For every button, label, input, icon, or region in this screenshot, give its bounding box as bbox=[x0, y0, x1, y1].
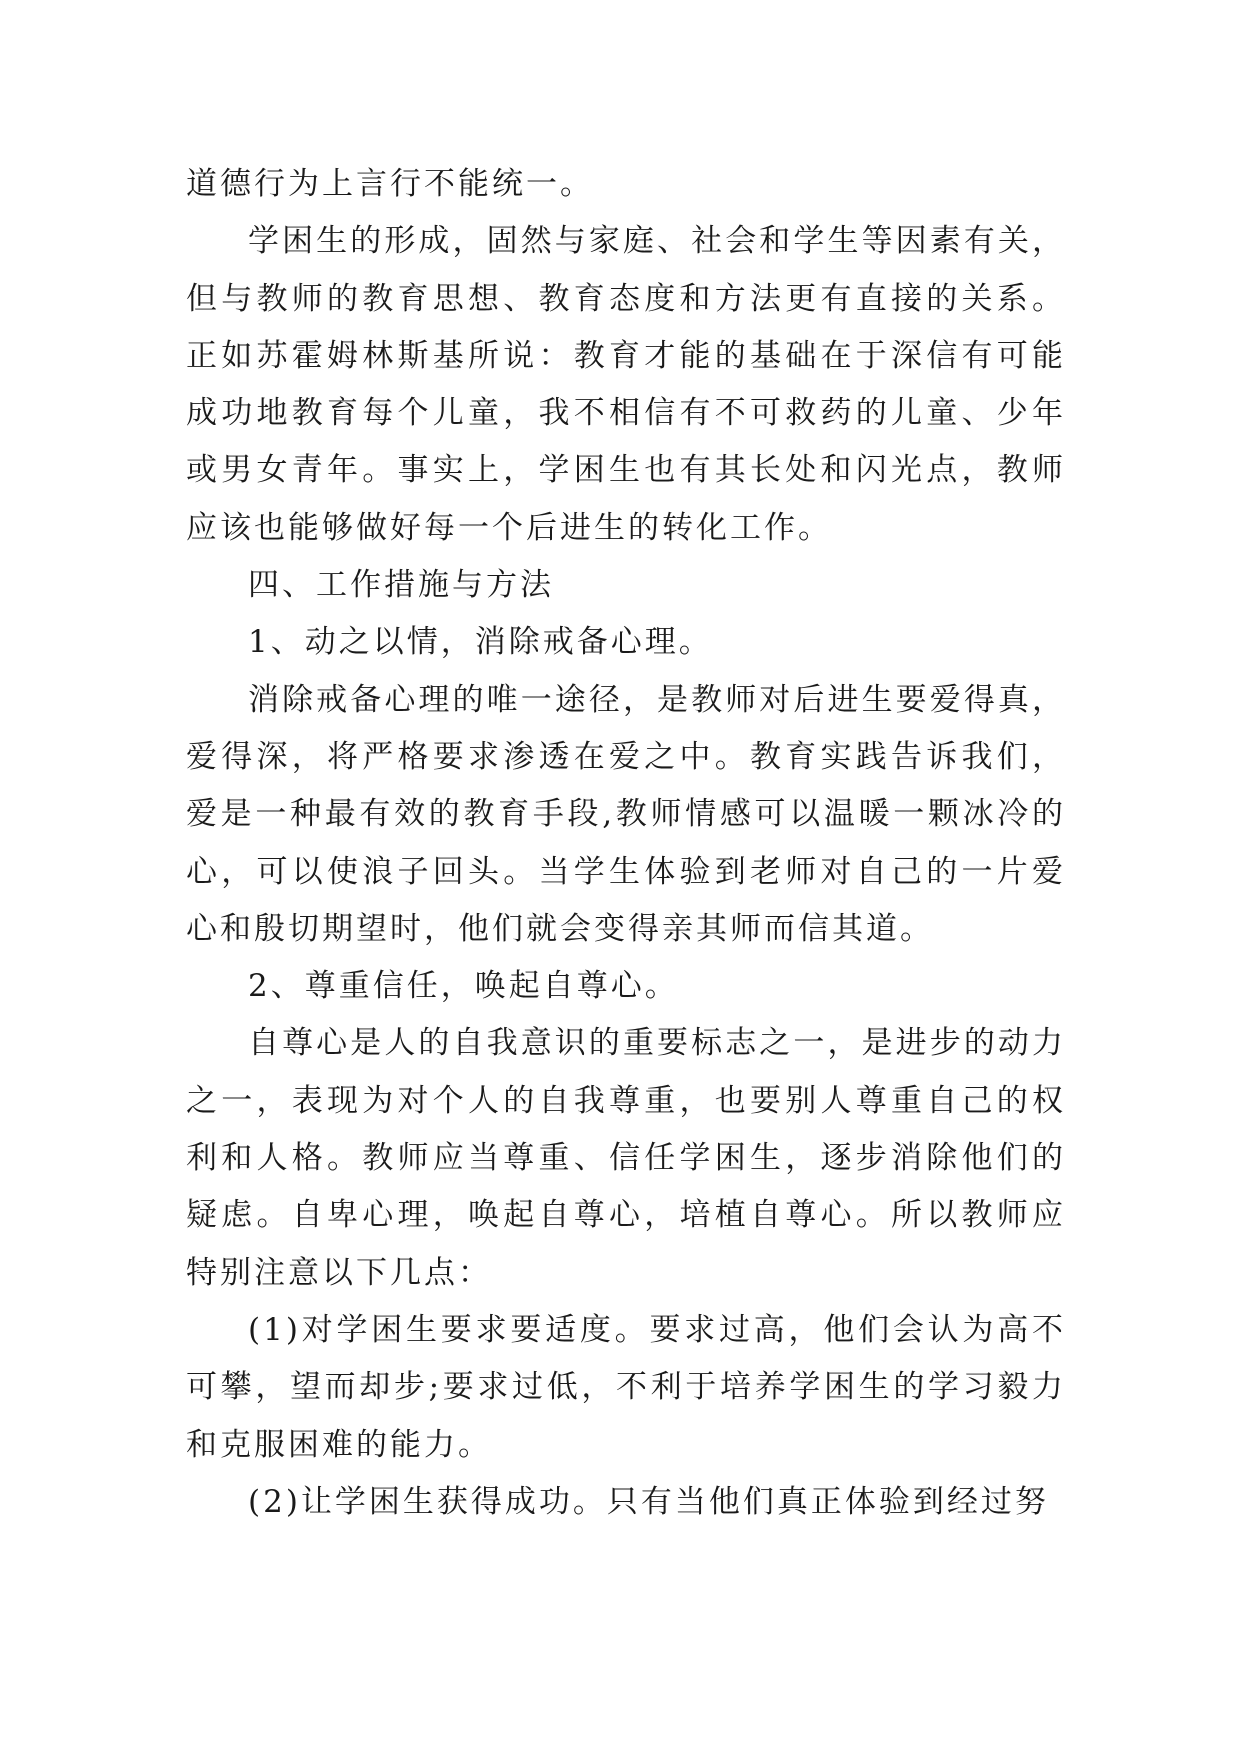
document-body bbox=[186, 156, 1066, 1531]
subheading-1: 1、动之以情，消除戒备心理。 bbox=[248, 624, 713, 661]
subheading-2: 2、尊重信任，唤起自尊心。 bbox=[248, 968, 679, 1005]
paragraph-self-respect: 自尊心是人的自我意识的重要标志之一，是进步的动力之一，表现为对个人的自我尊重，也要别人尊重自己的权利和人格。教师应当尊重、信任学困生，逐步消除他们的疑虑。自卑心理，唤起自尊心，培植自尊心。所以教师应特别注意以下几点： bbox=[186, 1025, 1066, 1291]
list-item-2: (2)让学困生获得成功。只有当他们真正体验到经过努 bbox=[248, 1483, 1049, 1520]
paragraph-causes: 学困生的形成，固然与家庭、社会和学生等因素有关，但与教师的教育思想、教育态度和方法更有直接的关系。正如苏霍姆林斯基所说：教育才能的基础在于深信有可能成功地教育每个儿童，我不相信有不可救药的儿童、少年或男女青年。事实上，学困生也有其长处和闪光点，教师应该也能够做好每一个后进生的转化工作。 bbox=[186, 223, 1066, 546]
section-heading-measures: 四、工作措施与方法 bbox=[248, 567, 554, 604]
paragraph-remove-defense: 消除戒备心理的唯一途径，是教师对后进生要爱得真，爱得深，将严格要求渗透在爱之中。教育实践告诉我们，爱是一种最有效的教育手段,教师情感可以温暖一颗冰冷的心，可以使浪子回头。当学生体验到老师对自己的一片爱心和殷切期望时，他们就会变得亲其师而信其道。 bbox=[186, 681, 1066, 947]
paragraph-continued: 道德行为上言行不能统一。 bbox=[186, 166, 594, 202]
list-item-1: (1)对学困生要求要适度。要求过高，他们会认为高不可攀，望而却步;要求过低，不利于培养学困生的学习毅力和克服困难的能力。 bbox=[186, 1311, 1066, 1463]
